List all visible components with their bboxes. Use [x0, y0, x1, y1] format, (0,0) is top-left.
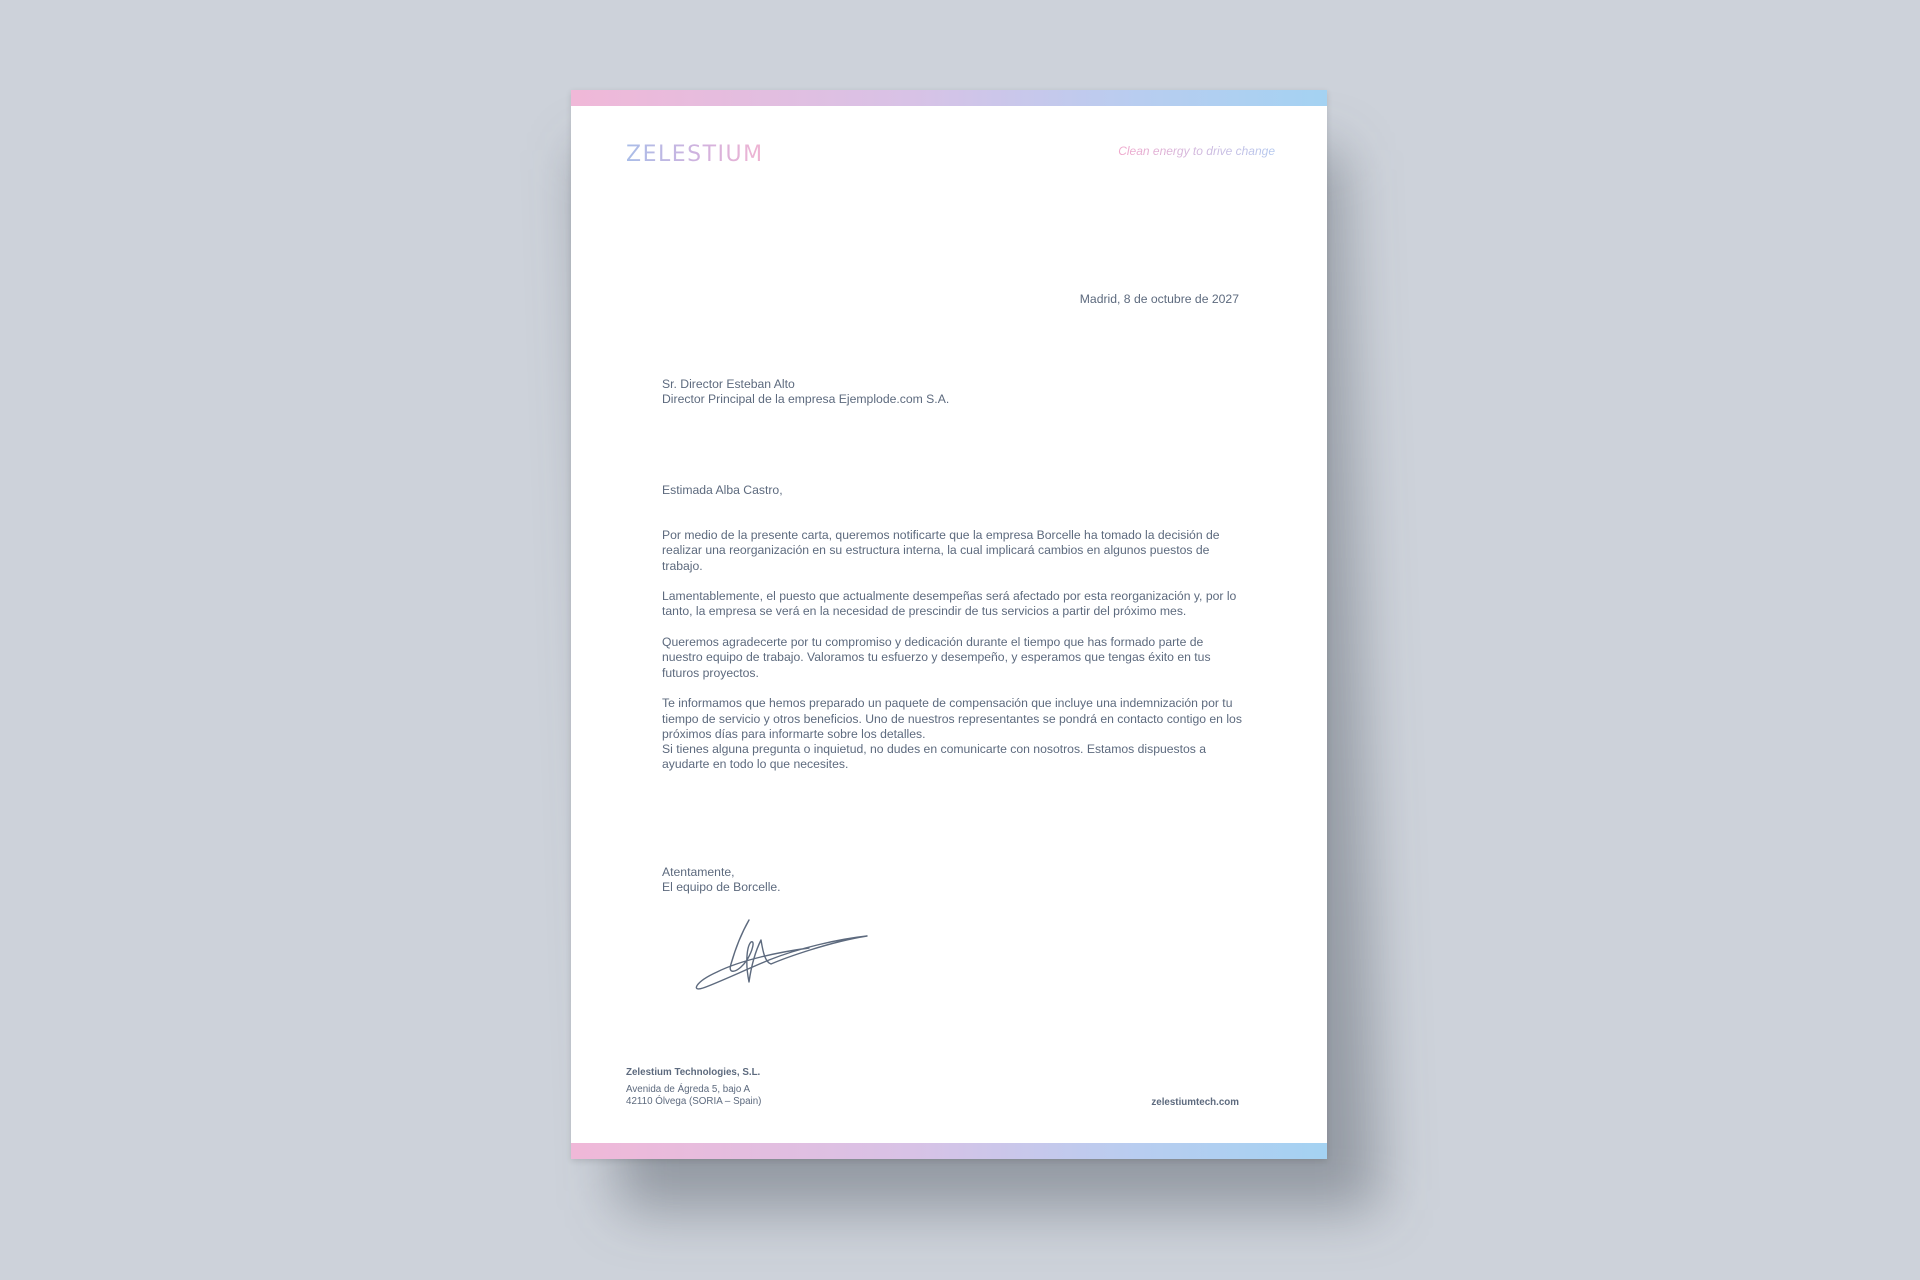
footer-address-line-2: 42110 Ólvega (SORIA – Spain): [626, 1096, 762, 1108]
letter-body: [662, 528, 1242, 773]
company-tagline: Clean energy to drive change: [1118, 144, 1275, 158]
footer-website: zelestiumtech.com: [1151, 1097, 1239, 1108]
footer-company-block: [626, 1067, 761, 1109]
signoff-line: El equipo de Borcelle.: [662, 880, 781, 895]
body-paragraph-2: Lamentablemente, el puesto que actualmente desempeñas será afectado por esta reorganización y, por lo tanto, la empresa se verá en la necesidad de prescindir de tus servicios a partir del próximo mes.: [662, 589, 1237, 619]
recipient-title: Director Principal de la empresa Ejemplode.com S.A.: [662, 392, 950, 407]
top-gradient-band: [571, 90, 1327, 106]
footer-company-name: Zelestium Technologies, S.L.: [626, 1067, 761, 1078]
greeting: Estimada Alba Castro,: [662, 483, 783, 497]
company-logo: ZELESTIUM: [626, 142, 764, 167]
letter-date: Madrid, 8 de octubre de 2027: [1079, 292, 1239, 306]
closing-line: Atentamente,: [662, 865, 735, 879]
body-paragraph-3: Queremos agradecerte por tu compromiso y dedicación durante el tiempo que has formado parte de nuestro equipo de trabajo. Valoramos tu esfuerzo y desempeño, y esperamos que tengas éxito en tus futuros proyectos.: [662, 635, 1211, 680]
bottom-gradient-band: [571, 1143, 1327, 1159]
body-paragraph-1: Por medio de la presente carta, queremos notificarte que la empresa Borcelle ha tomado la decisión de realizar una reorganización en su estructura interna, la cual implicará cambios en algunos puestos de trabajo.: [662, 528, 1220, 573]
recipient-block: [662, 377, 949, 408]
recipient-name: Sr. Director Esteban Alto: [662, 377, 795, 391]
letter-page: [571, 90, 1327, 1159]
footer-address-line-1: Avenida de Ágreda 5, bajo A: [626, 1083, 751, 1095]
handwritten-signature: [689, 912, 889, 992]
body-paragraph-5: Si tienes alguna pregunta o inquietud, no dudes en comunicarte con nosotros. Estamos dispuestos a ayudarte en todo lo que necesites.: [662, 742, 1207, 772]
body-paragraph-4: Te informamos que hemos preparado un paquete de compensación que incluye una indemnización por tu tiempo de servicio y otros beneficios. Uno de nuestros representantes se pondrá en contacto contigo en los próximos días para informarte sobre los detalles.: [662, 696, 1242, 741]
closing-block: [662, 865, 781, 896]
